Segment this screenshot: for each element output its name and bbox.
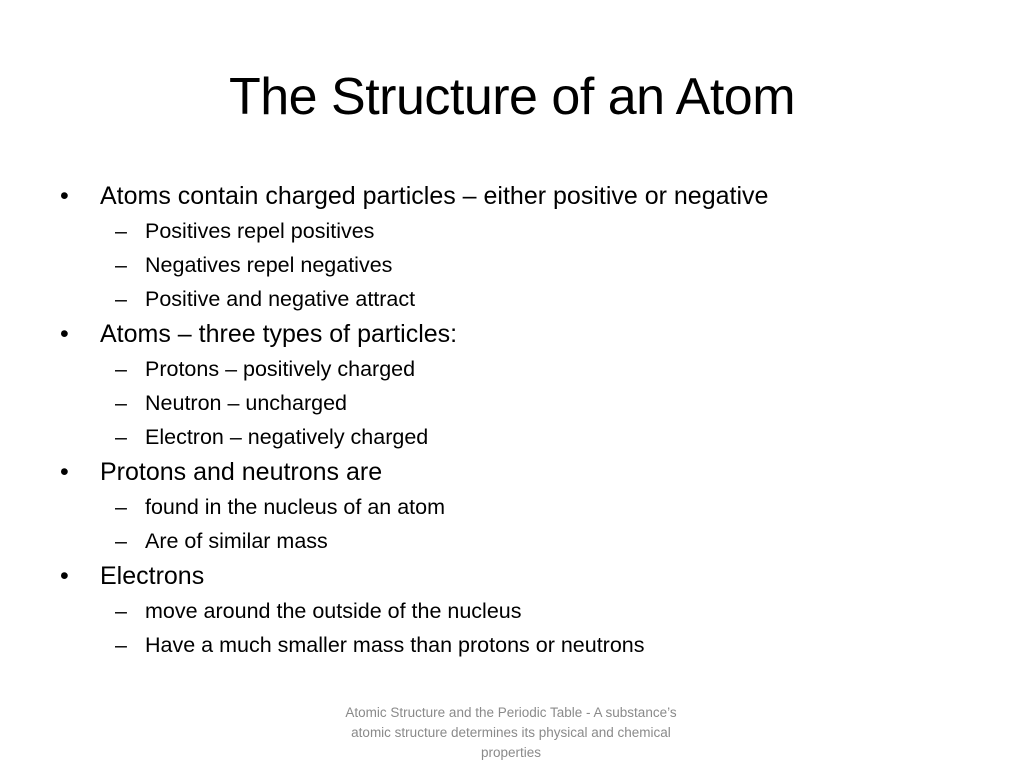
bullet-text: Protons and neutrons are: [100, 458, 383, 486]
sub-bullet-item: [58, 490, 998, 524]
dash-icon: –: [115, 219, 127, 243]
dash-icon: –: [115, 287, 127, 311]
sub-bullet-text: Negatives repel negatives: [145, 253, 393, 277]
sub-bullet-item: [58, 282, 998, 316]
sub-bullet-text: found in the nucleus of an atom: [145, 495, 446, 519]
sub-bullet-text: Neutron – uncharged: [145, 391, 348, 415]
sub-bullet-item: [58, 214, 998, 248]
bullet-item: [58, 558, 998, 594]
bullet-icon: •: [60, 562, 69, 590]
dash-icon: –: [115, 633, 127, 657]
slide-content: [58, 178, 998, 662]
sub-bullet-item: [58, 352, 998, 386]
sub-bullet-text: Protons – positively charged: [145, 357, 416, 381]
sub-bullet-text: Positives repel positives: [145, 219, 375, 243]
sub-bullet-text: Electron – negatively charged: [145, 425, 429, 449]
bullet-item: [58, 454, 998, 490]
sub-bullet-item: [58, 420, 998, 454]
dash-icon: –: [115, 391, 127, 415]
sub-bullet-item: [58, 248, 998, 282]
dash-icon: –: [115, 599, 127, 623]
dash-icon: –: [115, 357, 127, 381]
dash-icon: –: [115, 495, 127, 519]
sub-bullet-item: [58, 524, 998, 558]
dash-icon: –: [115, 529, 127, 553]
sub-bullet-text: Positive and negative attract: [145, 287, 416, 311]
slide-title: The Structure of an Atom: [228, 68, 796, 126]
sub-bullet-text: move around the outside of the nucleus: [145, 599, 522, 623]
bullet-text: Atoms contain charged particles – either positive or negative: [100, 182, 769, 210]
sub-bullet-item: [58, 628, 998, 662]
sub-bullet-item: [58, 386, 998, 420]
bullet-text: Atoms – three types of particles:: [100, 320, 458, 348]
bullet-text: Electrons: [100, 562, 205, 590]
sub-bullet-item: [58, 594, 998, 628]
dash-icon: –: [115, 425, 127, 449]
bullet-item: [58, 316, 998, 352]
bullet-icon: •: [60, 182, 69, 210]
slide-footer: Atomic Structure and the Periodic Table - A substance’s atomic structure determines its physical and chemical properties: [345, 705, 677, 760]
bullet-item: [58, 178, 998, 214]
sub-bullet-text: Are of similar mass: [145, 529, 328, 553]
bullet-icon: •: [60, 320, 69, 348]
sub-bullet-text: Have a much smaller mass than protons or neutrons: [145, 633, 645, 657]
dash-icon: –: [115, 253, 127, 277]
bullet-icon: •: [60, 458, 69, 486]
